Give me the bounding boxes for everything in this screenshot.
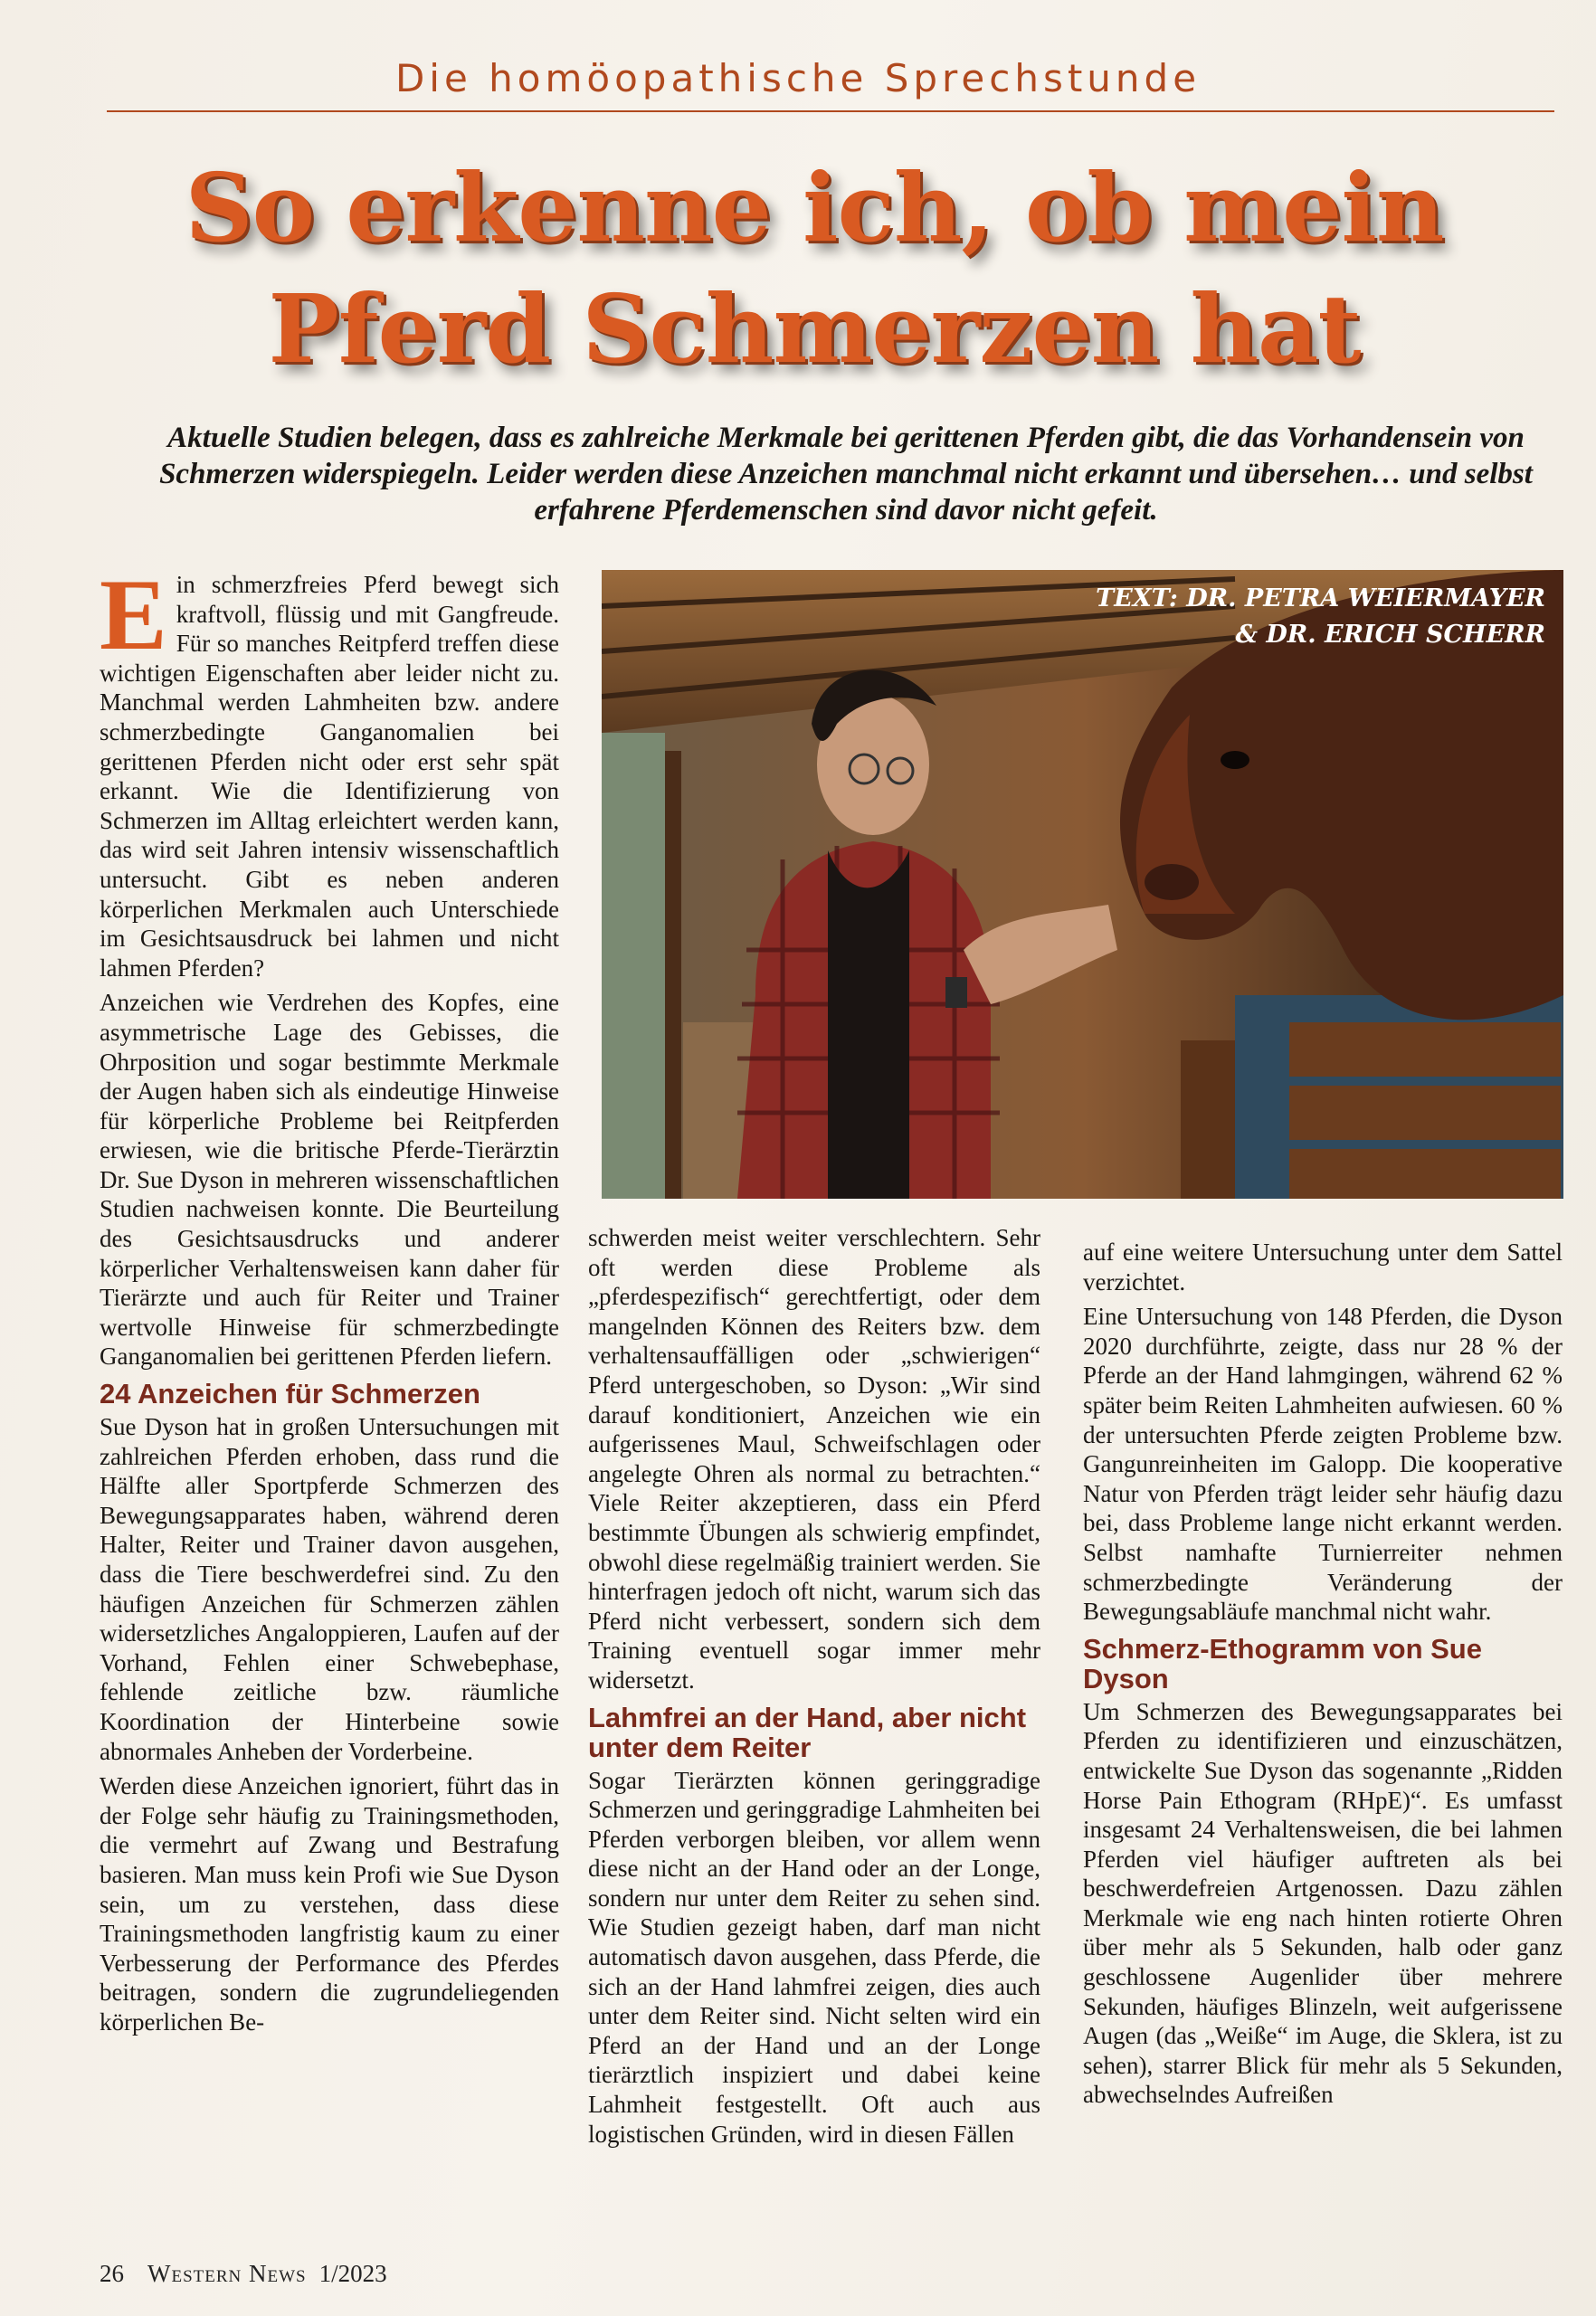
section-rubric: Die homöopathische Sprechstunde	[394, 56, 1202, 100]
page-number: 26	[100, 2260, 124, 2287]
paragraph-intro	[100, 559, 559, 982]
subheading-ethogram: Schmerz-Ethogramm von Sue Dyson	[1083, 1632, 1482, 1694]
paragraph-4: Werden diese Anzeichen ignoriert, führt das in der Folge sehr häufig zu Trainingsmethoden, die vermehrt auf Zwang und Bestrafung basieren. Man muss kein Profi wie Sue Dyson sein, um zu verstehen, dass diese Trainingsmethoden langfristig kaum zu einer Verbesserung der Performance des Pferdes beitragen, sondern die zugrundeliegenden körperlichen Be-	[100, 1772, 559, 2036]
article-column-1	[100, 559, 559, 2043]
issue-number: 1/2023	[318, 2260, 387, 2287]
photo-horse-and-man	[602, 570, 1563, 1199]
article-photo	[602, 570, 1563, 1199]
paragraph-7: auf eine weitere Untersuchung unter dem Sattel verzichtet.	[1083, 1239, 1563, 1296]
headline-line-1: So erkenne ich, ob mein	[185, 152, 1444, 263]
magazine-name: Western News	[147, 2260, 307, 2287]
subheading-lame-under-rider: Lahmfrei an der Hand, aber nicht unter dem Reiter	[588, 1701, 1027, 1763]
subheading-signs: 24 Anzeichen für Schmerzen	[100, 1378, 480, 1410]
author-credit-line-1: TEXT: DR. PETRA WEIERMAYER	[1096, 584, 1545, 612]
author-credit	[1096, 581, 1545, 653]
paragraph-1-text: in schmerzfreies Pferd bewegt sich kraftvoll, flüssig und mit Gangfreude. Für so manches Reitpferd treffen diese wichtigen Eigenschaften aber leider nicht zu. Manchmal werden Lahmheiten bzw. andere schmerzbedingte Ganganomalien bei gerittenen Pferden nicht oder erst sehr spät erkannt. Wie die Identifizierung von Schmerzen im Alltag erleichtert werden kann, das wird seit Jahren intensiv wissenschaftlich untersucht. Gibt es neben anderen körperlichen Merkmalen auch Unterschiede im Gesichtsausdruck bei lahmen und nicht lahmen Pferden?	[100, 571, 559, 982]
paragraph-6: Sogar Tierärzten können geringgradige Schmerzen und geringgradige Lahmheiten bei Pferden verborgen bleiben, vor allem wenn diese nicht an der Hand oder an der Longe, sondern nur unter dem Reiter zu sehen sind. Wie Studien gezeigt haben, darf man nicht automatisch davon ausgehen, dass Pferde, die sich an der Hand lahmfrei zeigen, dies auch unter dem Reiter sind. Nicht selten wird ein Pferd an der Hand und an der Longe tierärztlich inspiziert und dabei keine Lahmheit festgestellt. Oft auch aus logistischen Gründen, wird in diesen Fällen	[588, 1766, 1040, 2148]
paragraph-3: Sue Dyson hat in großen Untersuchungen mit zahlreichen Pferden erhoben, dass rund die Hälfte aller Sportpferde Schmerzen des Bewegungsapparates haben, während deren Halter, Reiter und Trainer davon ausgehen, dass die Tiere beschwerdefrei sind. Zu den häufigen Anzeichen für Schmerzen zählen widersetzliches Angaloppieren, Laufen auf der Vorhand, Fehlen einer Schwebephase, fehlende zeitliche bzw. räumliche Koordination der Hinterbeine sowie abnormales Anheben der Vorderbeine.	[100, 1413, 559, 1765]
paragraph-8: Eine Untersuchung von 148 Pferden, die Dyson 2020 durchführte, zeigte, dass nur 28 % der Pferde an der Hand lahmgingen, während 62 % später beim Reiten Lahmheiten aufwiesen. 60 % der untersuchten Pferde zeigten Probleme bzw. Gangunreinheiten im Galopp. Die kooperative Natur von Pferden trägt leider sehr häufig dazu bei, dass Probleme lange nicht erkannt werden. Selbst namhafte Turnierreiter nehmen schmerzbedingte Veränderung der Bewegungsabläufe manchmal nicht wahr.	[1083, 1303, 1563, 1626]
headline-line-2: Pferd Schmerzen hat	[268, 273, 1361, 384]
article-column-2	[588, 1223, 1040, 2154]
paragraph-5: schwerden meist weiter verschlechtern. Sehr oft werden diese Probleme als „pferdespezifisch“ gerechtfertigt, oder dem mangelnden Können des Reiters bzw. dem verhaltensauffälligen oder „schwierigen“ Pferd untergeschoben, so Dyson: „Wir sind darauf konditioniert, Anzeichen wie ein aufgerissenes Maul, Schweifschlagen oder angelegte Ohren als normal zu betrachten.“ Viele Reiter akzeptieren, dass ein Pferd bestimmte Übungen als schwierig empfindet, obwohl diese regelmäßig trainiert werden. Sie hinterfragen jedoch oft nicht, warum sich das Pferd nicht verbessert, sondern sich dem Training eventuell sogar immer mehr widersetzt.	[588, 1224, 1040, 1694]
article-column-3	[1083, 1238, 1563, 2115]
lead-paragraph: Aktuelle Studien belegen, dass es zahlreiche Merkmale bei gerittenen Pferden gibt, die das Vorhandensein von Schmerzen widerspiegeln. Leider werden diese Anzeichen manchmal nicht erkannt und übersehen… und selbst erfahrene Pferdemenschen sind davor nicht gefeit.	[159, 422, 1533, 527]
drop-cap: E	[100, 559, 167, 671]
paragraph-2: Anzeichen wie Verdrehen des Kopfes, eine asymmetrische Lage des Gebisses, die Ohrposition und sogar bestimmte Merkmale der Augen haben sich als eindeutige Hinweise für körperliche Probleme bei Reitpferden erwiesen, wie die britische Pferde-Tierärztin Dr. Sue Dyson in mehreren wissenschaftlichen Studien nachweisen konnte. Die Beurteilung des Gesichtsausdrucks und anderer körperlicher Verhaltensweisen kann daher für Tierärzte und auch für Reiter und Trainer wertvolle Hinweise für schmerzbedingte Ganganomalien bei gerittenen Pferden liefern.	[100, 989, 559, 1371]
paragraph-9: Um Schmerzen des Bewegungsapparates bei Pferden zu identifizieren und einzuschätzen, entwickelte Sue Dyson das sogenannte „Ridden Horse Pain Ethogram (RHpE)“. Es umfasst insgesamt 24 Verhaltensweisen, die bei lahmen Pferden viel häufiger auftreten als bei beschwerdefreien Artgenossen. Dazu zählen Merkmale wie eng nach hinten rotierte Ohren über mehr als 5 Sekunden, halb oder ganz geschlossene Augenlider über mehrere Sekunden, häufiges Blinzeln, weit aufgerissene Augen (das „Weiße“ im Auge, die Sklera, ist zu sehen), starrer Blick für mehr als 5 Sekunden, abwechselndes Aufreißen	[1083, 1697, 1563, 2109]
rubric-divider	[107, 110, 1554, 112]
page-footer	[100, 2260, 387, 2288]
author-credit-line-2: & DR. ERICH SCHERR	[1235, 621, 1545, 649]
